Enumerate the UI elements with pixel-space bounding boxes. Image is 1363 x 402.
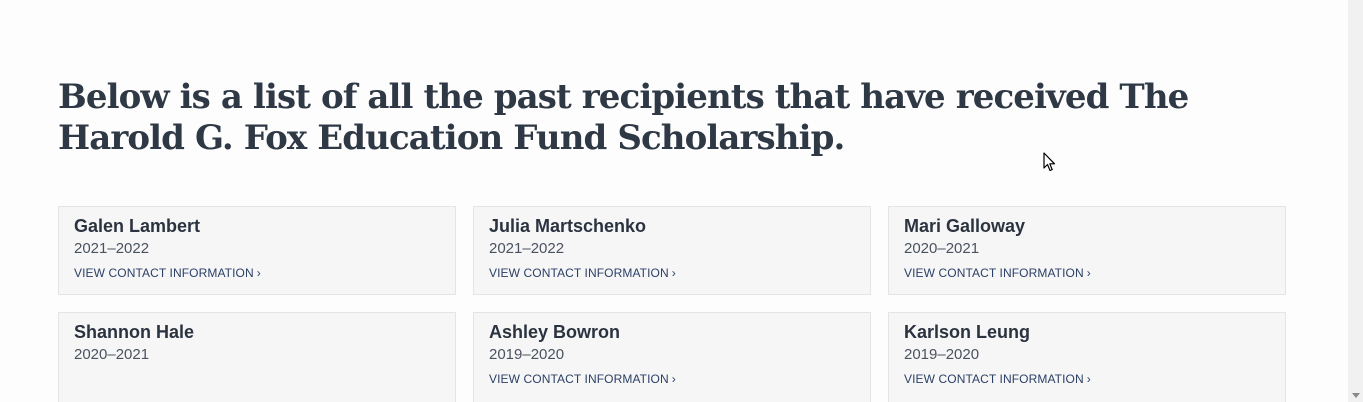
view-contact-link[interactable] bbox=[489, 266, 676, 280]
recipient-card bbox=[473, 312, 871, 402]
recipient-years: 2021–2022 bbox=[489, 240, 565, 257]
page-heading: Below is a list of all the past recipients that have received The Harold G. Fox Education Fund Scholarship. bbox=[58, 77, 1189, 158]
view-contact-label: VIEW CONTACT INFORMATION bbox=[904, 372, 1084, 386]
view-contact-link[interactable] bbox=[904, 266, 1091, 280]
chevron-right-icon: › bbox=[1086, 266, 1091, 280]
recipient-name: Julia Martschenko bbox=[489, 216, 647, 236]
recipient-card bbox=[473, 206, 871, 295]
view-contact-label: VIEW CONTACT INFORMATION bbox=[489, 372, 669, 386]
view-contact-link[interactable] bbox=[489, 372, 676, 386]
vertical-scrollbar[interactable] bbox=[1348, 0, 1363, 402]
view-contact-label: VIEW CONTACT INFORMATION bbox=[904, 266, 1084, 280]
recipient-name: Mari Galloway bbox=[904, 216, 1026, 236]
recipient-card bbox=[58, 206, 456, 295]
recipient-name: Karlson Leung bbox=[904, 322, 1031, 342]
view-contact-label: VIEW CONTACT INFORMATION bbox=[74, 266, 254, 280]
recipient-years: 2020–2021 bbox=[904, 240, 980, 257]
recipient-years: 2019–2020 bbox=[489, 346, 565, 363]
recipient-years: 2020–2021 bbox=[74, 346, 150, 363]
view-contact-link[interactable] bbox=[74, 266, 261, 280]
recipient-name: Ashley Bowron bbox=[489, 322, 621, 342]
scroll-down-arrow-icon[interactable] bbox=[1352, 393, 1360, 398]
recipient-years: 2021–2022 bbox=[74, 240, 150, 257]
view-contact-label: VIEW CONTACT INFORMATION bbox=[489, 266, 669, 280]
view-contact-link[interactable] bbox=[904, 372, 1091, 386]
recipient-card bbox=[888, 206, 1286, 295]
recipient-name: Galen Lambert bbox=[74, 216, 201, 236]
recipient-years: 2019–2020 bbox=[904, 346, 980, 363]
recipient-card bbox=[58, 312, 456, 402]
recipient-card bbox=[888, 312, 1286, 402]
chevron-right-icon: › bbox=[256, 266, 261, 280]
chevron-right-icon: › bbox=[671, 266, 676, 280]
mouse-cursor-icon bbox=[1043, 152, 1057, 173]
chevron-right-icon: › bbox=[1086, 372, 1091, 386]
chevron-right-icon: › bbox=[671, 372, 676, 386]
recipient-name: Shannon Hale bbox=[74, 322, 195, 342]
